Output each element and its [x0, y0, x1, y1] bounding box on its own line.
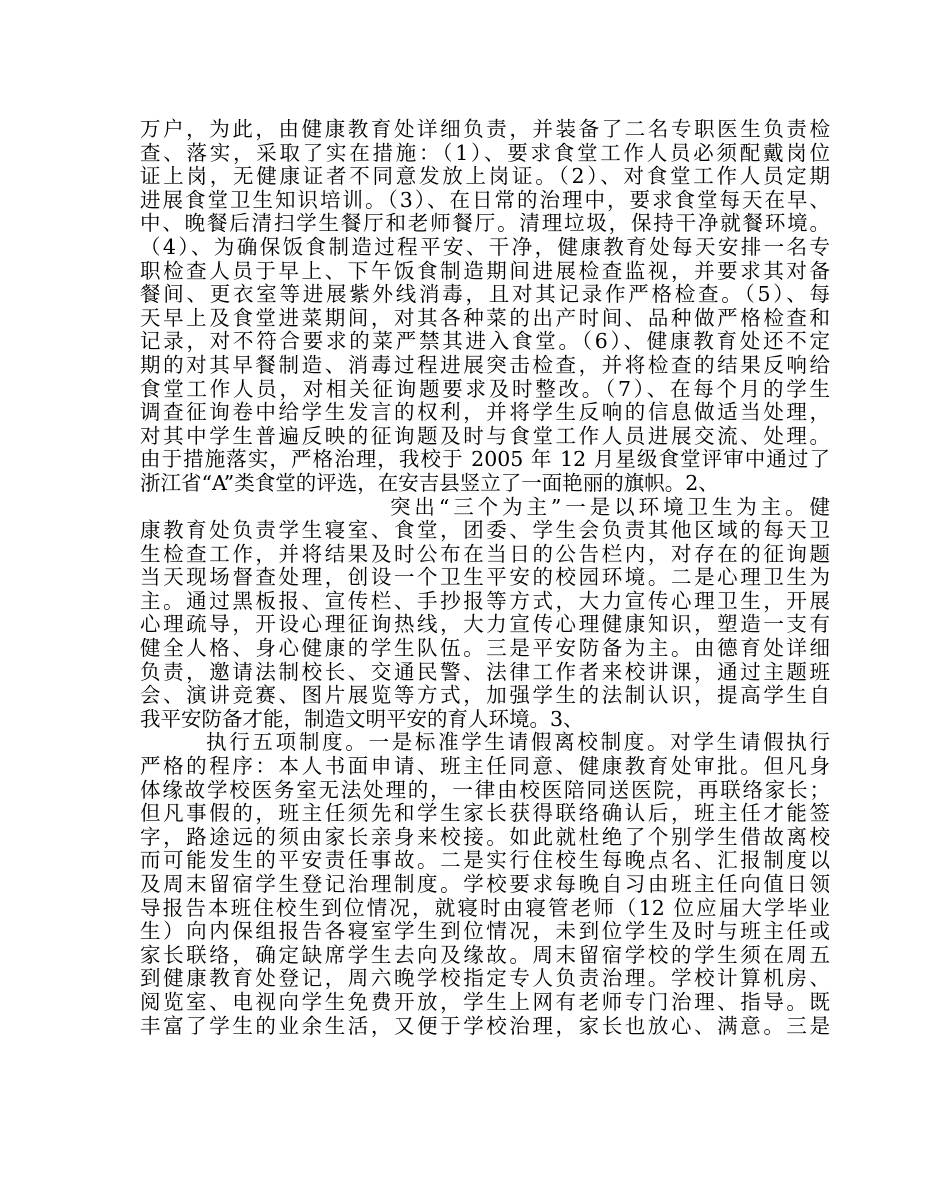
text-line: 查、落实，采取了实在措施：（1）、要求食堂工作人员必须配戴岗位 — [140, 140, 830, 165]
text-line: 及周末留宿学生登记治理制度。学校要求每晚自习由班主任向值日领 — [140, 872, 830, 896]
text-line: 生）向内保组报告各寝室学生到位情况，未到位学生及时与班主任或 — [140, 919, 830, 944]
text-line: 当天现场督查处理，创设一个卫生平安的校园环境。二是心理卫生为 — [140, 565, 830, 590]
text-line: 执行五项制度。一是标准学生请假离校制度。对学生请假执行 — [206, 730, 830, 755]
text-line: 丰富了学生的业余生活，又便于学校治理，家长也放心、满意。三是 — [140, 1013, 830, 1038]
text-line: 证上岗，无健康证者不同意发放上岗证。（2）、对食堂工作人员定期 — [140, 164, 830, 189]
text-line: 会、演讲竞赛、图片展览等方式，加强学生的法制认识，提高学生自 — [140, 683, 830, 708]
text-line: 期的对其早餐制造、消毒过程进展突击检查，并将检查的结果反响给 — [140, 352, 830, 377]
text-line: 天早上及食堂进菜期间，对其各种菜的出产时间、品种做严格检查和 — [140, 305, 830, 330]
text-line: 主。通过黑板报、宣传栏、手抄报等方式，大力宣传心理卫生，开展 — [140, 588, 830, 613]
text-line: 突出“三个为主”一是以环境卫生为主。健 — [390, 494, 830, 519]
text-line: 由于措施落实，严格治理，我校于 2005 年 12 月星级食堂评审中通过了 — [140, 447, 830, 472]
text-line: 但凡事假的，班主任须先和学生家长获得联络确认后，班主任才能签 — [140, 801, 830, 826]
text-line: 我平安防备才能，制造文明平安的育人环境。3、 — [140, 706, 584, 731]
text-line: 餐间、更衣室等进展紫外线消毒，且对其记录作严格检查。（5）、每 — [140, 282, 830, 307]
text-line: 负责，邀请法制校长、交通民警、法律工作者来校讲课，通过主题班 — [140, 659, 830, 684]
text-line: 心理疏导，开设心理征询热线，大力宣传心理健康知识，塑造一支有 — [140, 612, 830, 637]
text-line: 记录，对不符合要求的菜严禁其进入食堂。（6）、健康教育处还不定 — [140, 329, 830, 354]
text-line: 生检查工作，并将结果及时公布在当日的公告栏内，对存在的征询题 — [140, 541, 830, 566]
text-line: 进展食堂卫生知识培训。（3）、在日常的治理中，要求食堂每天在早、 — [140, 187, 830, 212]
text-line: 万户，为此，由健康教育处详细负责，并装备了二名专职医生负责检 — [140, 117, 830, 141]
body-text — [140, 118, 830, 1038]
text-line: 调查征询卷中给学生发言的权利，并将学生反响的信息做适当处理， — [140, 400, 830, 425]
text-line: 健全人格、身心健康的学生队伍。三是平安防备为主。由德育处详细 — [140, 636, 830, 661]
text-line: 导报告本班住校生到位情况，就寝时由寝管老师（12 位应届大学毕业 — [140, 895, 830, 920]
text-line: （4）、为确保饭食制造过程平安、干净，健康教育处每天安排一名专 — [140, 234, 830, 259]
text-line: 中、晚餐后清扫学生餐厅和老师餐厅。清理垃圾，保持干净就餐环境。 — [140, 211, 830, 236]
text-line: 而可能发生的平安责任事故。二是实行住校生每晚点名、汇报制度以 — [140, 848, 830, 873]
text-line: 字，路途远的须由家长亲身来校接。如此就杜绝了个别学生借故离校 — [140, 824, 830, 849]
text-line: 职检查人员于早上、下午饭食制造期间进展检查监视，并要求其对备 — [140, 258, 830, 283]
text-line: 家长联络，确定缺席学生去向及缘故。周末留宿学校的学生须在周五 — [140, 942, 830, 967]
text-line: 康教育处负责学生寝室、食堂，团委、学生会负责其他区域的每天卫 — [140, 518, 830, 543]
text-line: 体缘故学校医务室无法处理的，一律由校医陪同送医院，再联络家长； — [140, 777, 830, 802]
text-line: 浙江省“A”类食堂的评选，在安吉县竖立了一面艳丽的旗帜。2、 — [140, 470, 719, 495]
text-line: 阅览室、电视向学生免费开放，学生上网有老师专门治理、指导。既 — [140, 989, 830, 1014]
text-line: 严格的程序：本人书面申请、班主任同意、健康教育处审批。但凡身 — [140, 754, 830, 779]
text-line: 对其中学生普遍反映的征询题及时与食堂工作人员进展交流、处理。 — [140, 423, 830, 448]
text-line: 食堂工作人员，对相关征询题要求及时整改。（7）、在每个月的学生 — [140, 376, 830, 401]
text-line: 到健康教育处登记，周六晚学校指定专人负责治理。学校计算机房、 — [140, 966, 830, 991]
